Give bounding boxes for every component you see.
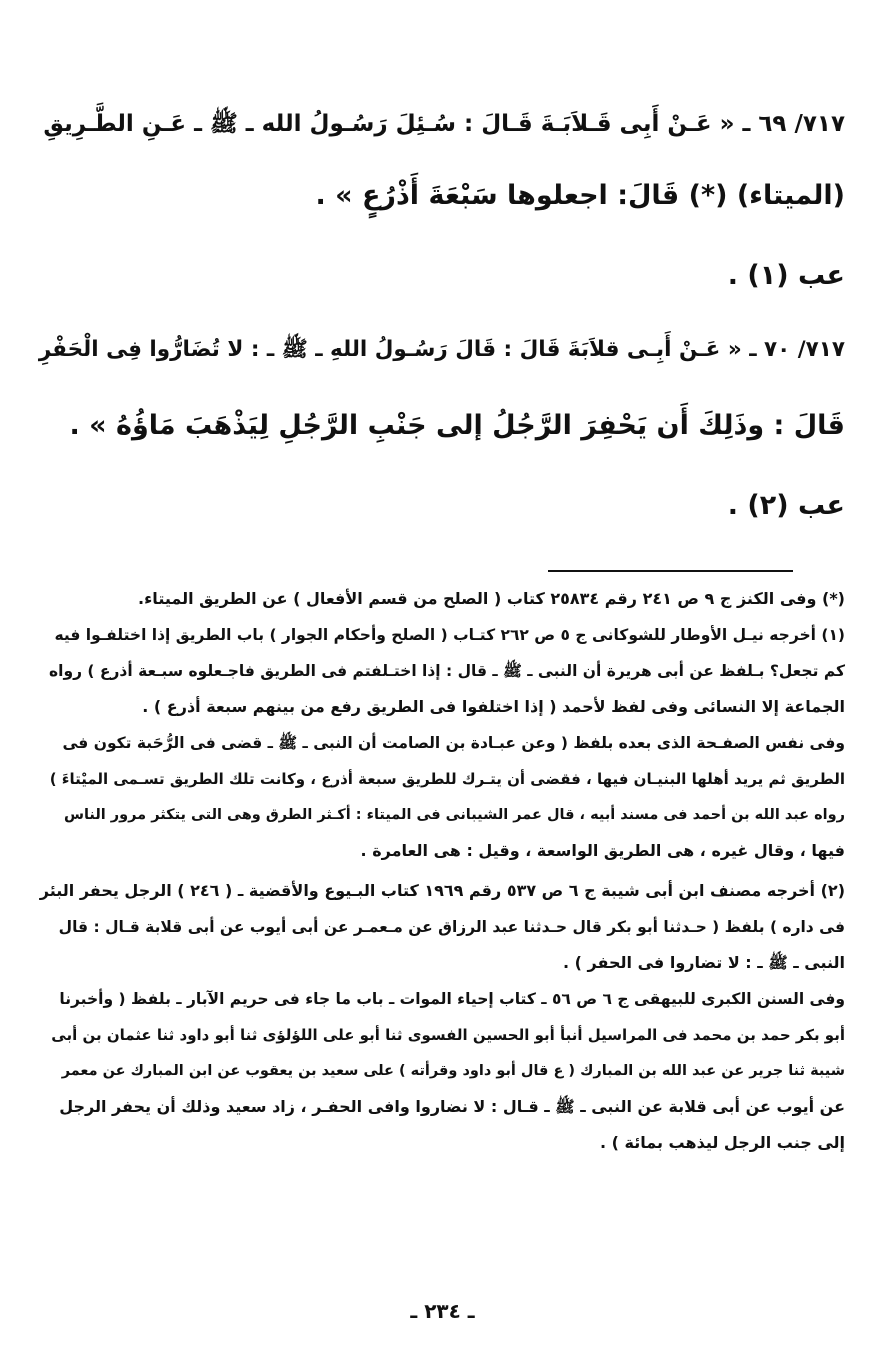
footnote-2-line: إلى جنب الرجل ليذهب بمائة ) . xyxy=(599,1133,845,1152)
hadith-69-line-1: ٧١٧/ ٦٩ ـ « عَـنْ أَبِى قَـلاَبَـةَ قَـالَ : سُـئِلَ رَسُـولُ الله ـ ﷺ ـ عَـنِ الطَّـرِيقِ xyxy=(43,111,845,137)
footnote-2-line: النبى ـ ﷺ ـ : لا تضاروا فى الحفر ) . xyxy=(563,953,845,972)
footnote-1-line: كم تجعل؟ بـلفظ عن أبى هريرة أن النبى ـ ﷺ ـ قال : إذا اختـلفتم فى الطريق فاجـعلوه سبـعة أذرع ) رواه xyxy=(49,662,845,680)
footnote-2-line: شيبة ثنا جرير عن عبد الله بن المبارك ( ع قال أبو داود وقرأته ) على سعيد بن يعقوب عن ابن المبارك عن معمر xyxy=(61,1063,845,1079)
footnote-2-line: عن أيوب عن أبى قلابة عن النبى ـ ﷺ ـ قـال : لا نضاروا وافى الحفـر ، زاد سعيد وذلك أن يحفر الرجل xyxy=(59,1097,845,1116)
footnote-1-line: رواه عبد الله بن أحمد فى مسند أبيه ، قال عمر الشيبانى فى الميتاء : أكـثر الطرق وهى التى يتكثر مرور الناس xyxy=(63,807,845,823)
footnote-2-line: فى داره ) بلفظ ( حـدثنا أبو بكر قال حـدثنا عبد الرزاق عن مـعمـر عن أبى أيوب عن أبى قلابة قـال : قال xyxy=(58,918,845,936)
footnote-1-line: (١) أخرجه نيـل الأوطار للشوكانى ج ٥ ص ٢٦٢ كتـاب ( الصلح وأحكام الجوار ) باب الطريق إذا اختلفـوا فيه xyxy=(54,626,845,644)
hadith-69-reference: عب (١) . xyxy=(727,260,845,291)
hadith-69-line-2: (الميتاء) (*) قَالَ: اجعلوها سَبْعَةَ أَذْرُعٍ » . xyxy=(315,180,845,211)
footnote-1-line: وفى نفس الصفـحة الذى بعده بلفظ ( وعن عبـادة بن الصامت أن النبى ـ ﷺ ـ قضى فى الرُّحَبة تكون فى xyxy=(62,734,845,752)
footnote-2-line: أبو بكر حمد بن محمد فى المراسيل أنبأ أبو الحسين الفسوى ثنا أبو على اللؤلؤى ثنا أبو داود ثنا عثمان بن أبى xyxy=(51,1026,845,1044)
footnote-2-line: (٢) أخرجه مصنف ابن أبى شيبة ج ٦ ص ٥٣٧ رقم ١٩٦٩ كتاب البـيوع والأقضية ـ ( ٢٤٦ ) الرجل يحفر البئر xyxy=(39,881,845,900)
hadith-70-reference: عب (٢) . xyxy=(727,490,845,521)
footnote-separator xyxy=(548,570,793,572)
hadith-70-line-2: قَالَ : وذَلِكَ أَن يَحْفِرَ الرَّجُلُ إلى جَنْبِ الرَّجُلِ لِيَذْهَبَ مَاؤُهُ » . xyxy=(69,410,845,441)
footnote-1-line: الطريق ثم يريد أهلها البنيـان فيها ، فقضى أن يتـرك للطريق سبعة أذرع ، وكانت تلك الطريق تسـمى الميْتاءَ ) xyxy=(49,770,845,788)
footnote-2-line: وفى السنن الكبرى للبيهقى ج ٦ ص ٥٦ ـ كتاب إحياء الموات ـ باب ما جاء فى حريم الآبار ـ بلفظ ( وأخبرنا xyxy=(59,990,845,1008)
page-number: ـ ٢٣٤ ـ xyxy=(410,1299,475,1323)
hadith-70-line-1: ٧١٧/ ٧٠ ـ « عَـنْ أَبِـى قلاَبَةَ قَالَ : قَالَ رَسُـولُ اللهِ ـ ﷺ ـ : لا تُضَارُّوا فِى الْحَفْرِ xyxy=(38,337,845,362)
footnote-1-line: الجماعة إلا النسائى وفى لفظ لأحمد ( إذا اختلفوا فى الطريق رفع من بينهم سبعة أذرع ) . xyxy=(142,697,845,716)
footnote-star: (*) وفى الكنز ج ٩ ص ٢٤١ رقم ٢٥٨٣٤ كتاب ( الصلح من قسم الأفعال ) عن الطريق الميتاء. xyxy=(138,589,845,608)
footnote-1-line: فيها ، وقال غيره ، هى الطريق الواسعة ، وقيل : هى العامرة . xyxy=(360,841,845,860)
